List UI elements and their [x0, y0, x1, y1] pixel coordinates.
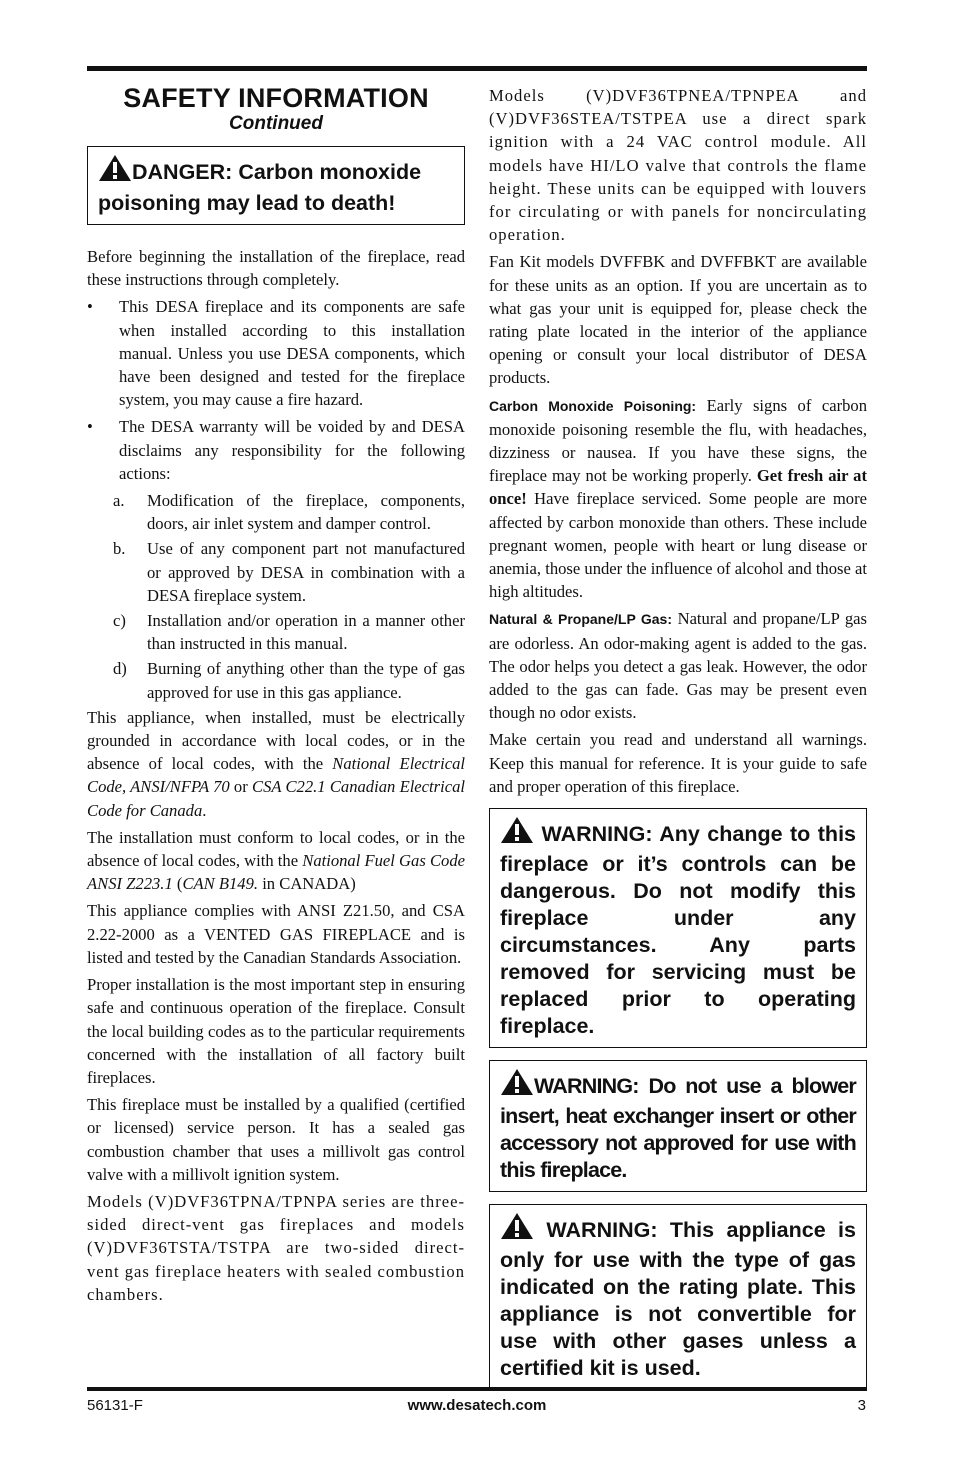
warning-box-modify [489, 808, 867, 1048]
bullet-text: The DESA warranty will be voided by and DESA disclaims any responsibility for the following actions: [119, 417, 465, 483]
bottom-rule [87, 1387, 867, 1391]
carbon-monoxide-text: Have fireplace serviced. Some people are more affected by carbon monoxide than others. These include pregnant women, people with heart or lung disease or anemia, those under the influence of alcohol and those at high altitudes. [489, 489, 867, 602]
footer-doc-number: 56131-F [87, 1397, 143, 1414]
warning-text: This appliance is only for use with the type of gas indicated on the rating plate. This appliance is not convertible for use with other gases unless a certified kit is used. [500, 1218, 856, 1381]
sub-list-mark: b. [113, 539, 126, 559]
sub-list-mark: c) [113, 611, 126, 631]
sub-list-item [113, 657, 465, 703]
warning-triangle-icon [500, 1212, 534, 1247]
gas-text: Natural and propane/LP gas are odorless. An odor-making agent is added to the gas. The odor helps you detect a gas leak. However, the odor added to the gas can fade. Gas may be present even though no odor exists. [489, 609, 867, 723]
warning-label: WARNING: [546, 1218, 658, 1243]
sub-list-mark: d) [113, 659, 127, 679]
grounding-text: . [202, 800, 207, 820]
grounding-code-name: CSA C22.1 Canadian Electrical Code for Canada [87, 777, 465, 820]
bullet-mark: • [87, 297, 93, 317]
bullet-text: This DESA fireplace and its components are safe when installed according to this installation manual. Unless you use DESA components, which have been designed and tested for the fireplace system, you may cause a fire hazard. [119, 297, 465, 410]
carbon-monoxide-paragraph [489, 394, 867, 604]
sub-list-mark: a. [113, 491, 125, 511]
sub-list-text: Installation and/or operation in a manner other than instructed in this manual. [147, 611, 465, 654]
models-spark-paragraph: Models (V)DVF36TPNEA/TPNPEA and (V)DVF36STEA/TSTPEA use a direct spark ignition with a 24 VAC control module. All models have HI/LO valve that controls the flame height. These units can be equipped with louvers for circulating or with panels for noncirculating operation. [489, 86, 867, 245]
warning-text: Any change to this fireplace or it’s controls can be dangerous. Do not modify this fireplace under any circumstances. Any parts removed for servicing must be replaced prior to operating fireplace. [500, 822, 856, 1039]
sub-list-item [113, 489, 465, 535]
right-column [489, 84, 867, 1390]
sub-list-item [113, 537, 465, 607]
complies-paragraph: This appliance complies with ANSI Z21.50, and CSA 2.22-2000 as a VENTED GAS FIREPLACE and is listed and tested by the Canadian Standards Association. [87, 901, 465, 967]
proper-installation-paragraph: Proper installation is the most important step in ensuring safe and continuous operation of the fireplace. Consult the local building codes as to the particular requirements concerned with the installation of all factory built fireplaces. [87, 975, 465, 1087]
sub-list-item [113, 609, 465, 655]
models-paragraph: Models (V)DVF36TPNA/TPNPA series are three-sided direct-vent gas fireplaces and models (V)DVF36TSTA/TSTPA are two-sided direct-vent gas fireplace heaters with sealed combustion chambers. [87, 1191, 465, 1304]
gas-paragraph [489, 607, 867, 724]
sub-list-text: Modification of the fireplace, components, doors, air inlet system and damper control. [147, 491, 465, 534]
warning-box-gas-type [489, 1204, 867, 1390]
codes-code-name: CAN B149. [182, 874, 259, 894]
codes-text: ( [172, 874, 183, 894]
grounding-text: or [229, 777, 253, 797]
bullet-item [87, 295, 465, 411]
sub-list-text: Use of any component part not manufactured or approved by DESA in combination with a DESA fireplace system. [147, 539, 465, 605]
left-column [87, 84, 465, 1310]
reminder-paragraph: Make certain you read and understand all warnings. Keep this manual for reference. It is your guide to safe and proper operation of this fireplace. [489, 730, 867, 796]
bullet-item [87, 415, 465, 485]
codes-paragraph [87, 826, 465, 896]
warning-label: WARNING: [534, 1074, 639, 1099]
grounding-code-name: National Electrical Code, ANSI/NFPA 70 [87, 754, 465, 797]
page-title: SAFETY INFORMATION [123, 83, 429, 113]
warning-triangle-icon [500, 1068, 534, 1103]
codes-text: The installation must conform to local codes, or in the absence of local codes, with the [87, 827, 465, 871]
fan-kit-paragraph: Fan Kit models DVFFBK and DVFFBKT are available for these units as an option. If you are uncertain as to what gas your unit is equipped for, please check the rating plate located in the interior of the appliance opening or consult your local distributor of DESA products. [489, 252, 867, 388]
qualified-installer-paragraph: This fireplace must be installed by a qualified (certified or licensed) service person. It has a sealed gas combustion chamber that uses a millivolt gas control valve with a millivolt ignition system. [87, 1095, 465, 1184]
danger-label: DANGER: [132, 160, 233, 184]
warning-label: WARNING: [541, 822, 653, 847]
carbon-monoxide-text: Early signs of carbon monoxide poisoning resemble the flu, with headaches, dizziness or nausea. If you have these signs, the fireplace may not be working properly. [489, 395, 868, 486]
codes-text: in CANADA) [258, 874, 356, 894]
page-subtitle: Continued [229, 113, 323, 134]
footer-page-number: 3 [857, 1397, 866, 1414]
warning-triangle-icon [98, 154, 132, 189]
sub-list-text: Burning of anything other than the type of gas approved for use in this gas appliance. [147, 659, 465, 702]
fresh-air-emphasis: Get fresh air at once! [489, 466, 867, 509]
grounding-paragraph [87, 706, 465, 822]
intro-paragraph: Before beginning the installation of the fireplace, read these instructions through completely. [87, 247, 465, 290]
danger-text: Carbon monoxide poisoning may lead to death! [98, 160, 422, 215]
warning-box-accessory [489, 1060, 867, 1192]
warning-triangle-icon [500, 816, 534, 851]
warning-text: Do not use a blower insert, heat exchanger insert or other accessory not approved for use with this fireplace. [500, 1074, 856, 1183]
footer-website: www.desatech.com [407, 1397, 547, 1414]
gas-heading: Natural & Propane/LP Gas: [489, 611, 672, 628]
carbon-monoxide-heading: Carbon Monoxide Poisoning: [489, 397, 697, 414]
grounding-text: This appliance, when installed, must be electrically grounded in accordance with local codes, or in the absence of local codes, with the [87, 707, 465, 774]
danger-box [87, 146, 465, 225]
top-rule [87, 66, 867, 71]
bullet-mark: • [87, 417, 93, 437]
codes-code-name: National Fuel Gas Code ANSI Z223.1 [87, 851, 465, 894]
